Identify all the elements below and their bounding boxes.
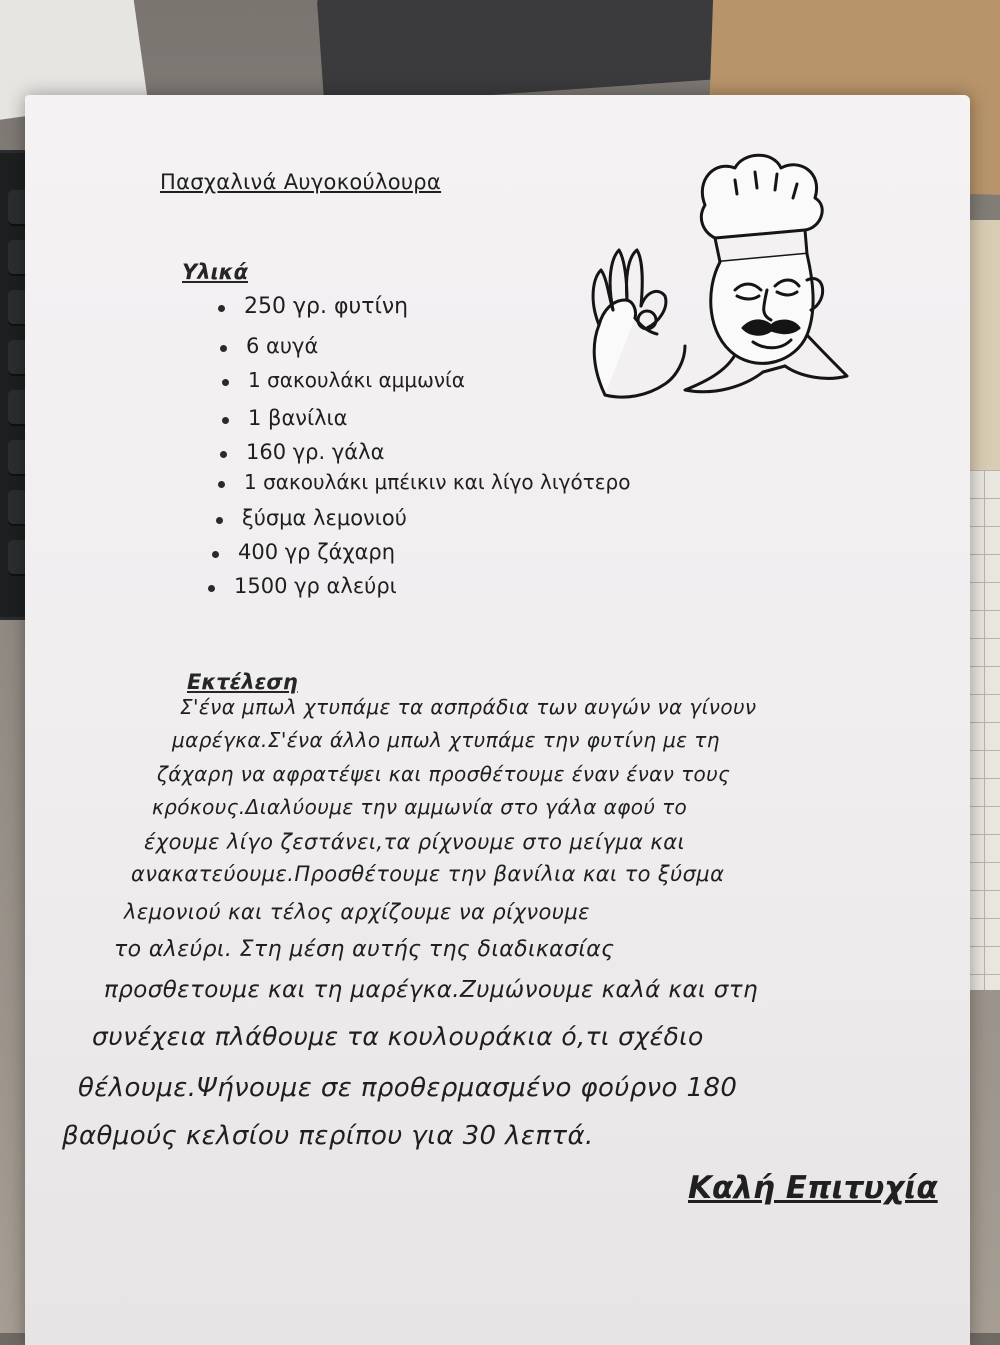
ingredient-item: ξύσμα λεμονιού bbox=[242, 506, 407, 530]
method-line: προσθετουμε και τη μαρέγκα.Ζυμώνουμε καλά και στη bbox=[104, 977, 758, 1003]
ingredient-item: 1 σακουλάκι αμμωνία bbox=[248, 368, 465, 392]
ingredient-item: 6 αυγά bbox=[246, 334, 319, 358]
chef-icon bbox=[585, 150, 850, 410]
method-line: ανακατεύουμε.Προσθέτουμε την βανίλια και το ξύσμα bbox=[131, 862, 725, 886]
method-heading: Εκτέλεση bbox=[187, 670, 298, 694]
method-line: Σ'ένα μπωλ χτυπάμε τα ασπράδια των αυγών να γίνουν bbox=[180, 695, 757, 719]
ingredients-heading: Υλικά bbox=[182, 260, 249, 284]
method-line: μαρέγκα.Σ'ένα άλλο μπωλ χτυπάμε την φυτίνη με τη bbox=[172, 728, 720, 752]
ingredient-item: 250 γρ. φυτίνη bbox=[244, 294, 409, 319]
method-line: βαθμούς κελσίου περίπου για 30 λεπτά. bbox=[62, 1121, 594, 1151]
method-line: το αλεύρι. Στη μέση αυτής της διαδικασίας bbox=[114, 937, 615, 962]
method-line: λεμονιού και τέλος αρχίζουμε να ρίχνουμε bbox=[124, 900, 590, 924]
method-line: θέλουμε.Ψήνουμε σε προθερμασμένο φούρνο 180 bbox=[78, 1073, 738, 1103]
method-line: ζάχαρη να αφρατέψει και προσθέτουμε έναν έναν τους bbox=[157, 762, 731, 786]
method-line: κρόκους.Διαλύουμε την αμμωνία στο γάλα αφού το bbox=[152, 795, 688, 819]
ingredient-item: 1500 γρ αλεύρι bbox=[234, 574, 397, 598]
method-line: συνέχεια πλάθουμε τα κουλουράκια ό,τι σχέδιο bbox=[92, 1022, 704, 1051]
ingredient-item: 1 σακουλάκι μπέικιν και λίγο λιγότερο bbox=[244, 470, 631, 494]
signoff-text: Καλή Επιτυχία bbox=[688, 1170, 938, 1206]
ingredient-item: 400 γρ ζάχαρη bbox=[238, 540, 396, 564]
method-line: έχουμε λίγο ζεστάνει,τα ρίχνουμε στο μείγμα και bbox=[144, 830, 685, 854]
ingredient-item: 160 γρ. γάλα bbox=[246, 440, 385, 464]
recipe-title: Πασχαλινά Αυγοκούλουρα bbox=[160, 170, 442, 194]
ingredient-item: 1 βανίλια bbox=[248, 406, 348, 430]
